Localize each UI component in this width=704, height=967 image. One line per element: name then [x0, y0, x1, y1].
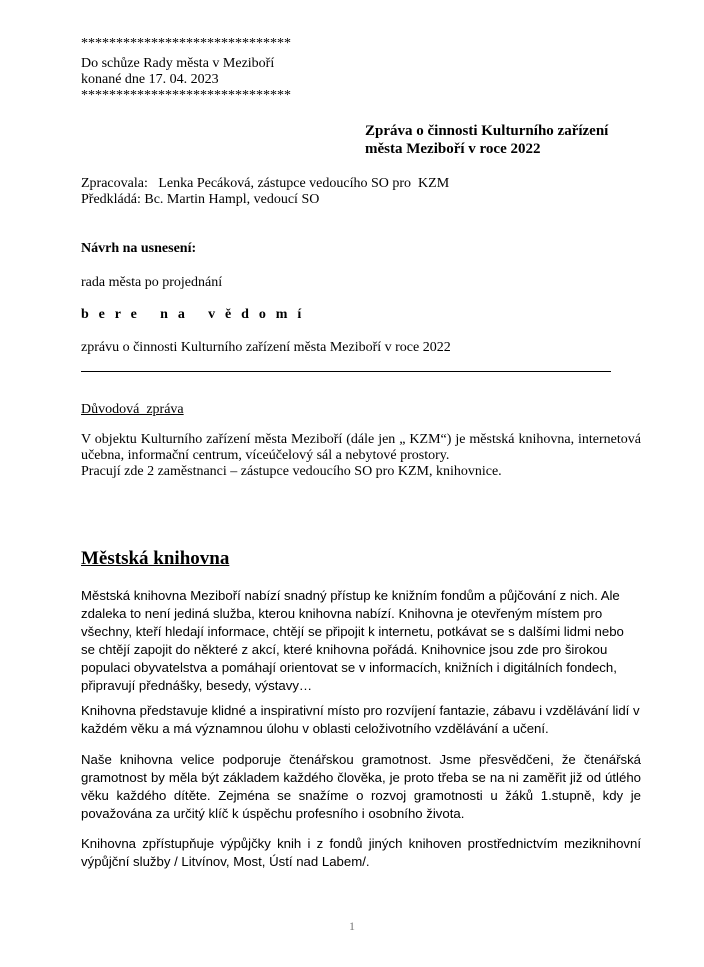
library-heading: Městská knihovna	[81, 548, 230, 569]
library-paragraph-2: Knihovna představuje klidné a inspirativní místo pro rozvíjení fantazie, zábavu i vzdělávání lidí v každém věku a má významnou úlohu v oblasti celoživotního vzdělávání a učení.	[81, 703, 640, 736]
submitted-by: Předkládá: Bc. Martin Hampl, vedoucí SO	[81, 192, 320, 207]
library-paragraph-1: Městská knihovna Meziboří nabízí snadný přístup ke knižním fondům a půjčování z nich. Ale zdaleka to není jediná služba, kterou knihovna nabízí. Knihovna je otevřeným místem pro všechny, kteří hledají informace, chtějí se připojit k internetu, potkávat se s dalšími lidmi nebo se chtějí zapojit do některé z akcí, které knihovna pořádá. Knihovnice jsou zde pro širokou populaci obyvatelstva a pomáhají orientovat se v informacích, knižních i digitálních fondech, připravují přednášky, besedy, výstavy…	[81, 588, 624, 693]
page-number: 1	[349, 919, 355, 933]
meeting-line: Do schůze Rady města v Meziboří	[81, 56, 275, 71]
resolution-verb: b e r e n a v ě d o m í	[81, 307, 305, 322]
explanatory-staff: Pracují zde 2 zaměstnanci – zástupce vedoucího SO pro KZM, knihovnice.	[81, 464, 502, 479]
header-stars-bottom: ******************************	[81, 88, 291, 103]
meeting-date: konané dne 17. 04. 2023	[81, 72, 219, 87]
resolution-heading: Návrh na usnesení:	[81, 241, 197, 256]
explanatory-text: V objektu Kulturního zařízení města Meziboří (dále jen „ KZM“) je městská knihovna, internetová učebna, informační centrum, víceúčelový sál a nebytové prostory.	[81, 432, 641, 463]
report-title-line1: Zpráva o činnosti Kulturního zařízení	[365, 123, 609, 139]
prepared-by: Zpracovala: Lenka Pecáková, zástupce vedoucího SO pro KZM	[81, 176, 450, 191]
explanatory-heading: Důvodová zpráva	[81, 402, 184, 417]
header-stars-top: ******************************	[81, 36, 291, 51]
library-paragraph-4: Knihovna zpřístupňuje výpůjčky knih i z fondů jiných knihoven prostřednictvím meziknihovní výpůjční služby / Litvínov, Most, Ústí nad Labem/.	[81, 836, 641, 869]
resolution-object: zprávu o činnosti Kulturního zařízení města Meziboří v roce 2022	[81, 340, 451, 355]
report-title-line2: města Meziboří v roce 2022	[365, 141, 541, 157]
resolution-intro: rada města po projednání	[81, 275, 223, 290]
library-paragraph-3: Naše knihovna velice podporuje čtenářskou gramotnost. Jsme přesvědčeni, že čtenářská gramotnost by měla být základem každého člověka, je proto třeba se na ni zaměřit již od útlého věku každého dítěte. Zejména se snažíme o rozvoj gramotnosti u žáků 1.stupně, kdy je považována za určitý klíč k úspěchu profesního i osobního života.	[81, 752, 641, 821]
divider-line	[81, 371, 611, 372]
